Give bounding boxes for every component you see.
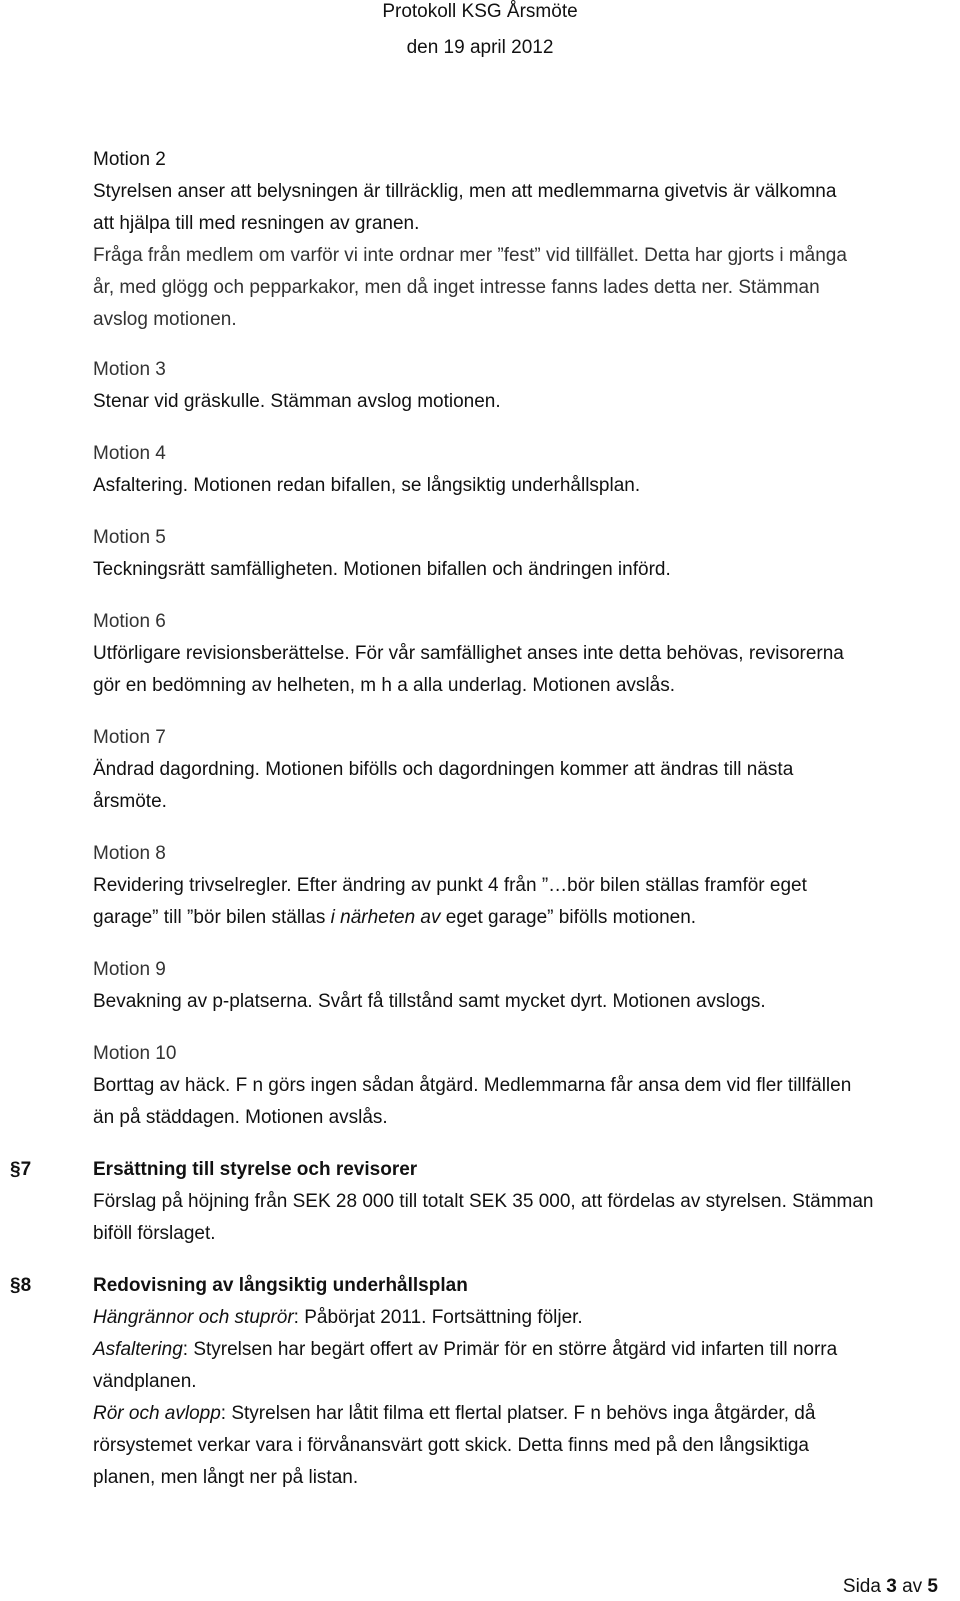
plan-item-continuation: rörsystemet verkar vara i förvånansvärt gott skick. Detta finns med på den långsiktiga bbox=[93, 1435, 809, 1456]
document-date: den 19 april 2012 bbox=[406, 37, 554, 58]
page-number bbox=[843, 1576, 938, 1598]
motion-text-line: Ändrad dagordning. Motionen bifölls och dagordningen kommer att ändras till nästa bbox=[93, 759, 794, 780]
motion-text-line: avslog motionen. bbox=[93, 309, 237, 330]
page-separator: av bbox=[896, 1576, 928, 1597]
motion-title: Motion 6 bbox=[93, 611, 166, 632]
document-title: Protokoll KSG Årsmöte bbox=[382, 1, 578, 22]
plan-item-text: : Styrelsen har låtit filma ett flertal platser. F n behövs inga åtgärder, då bbox=[220, 1403, 816, 1424]
plan-item-continuation: planen, men långt ner på listan. bbox=[93, 1467, 359, 1488]
section-number: §8 bbox=[10, 1275, 32, 1296]
motion-text-segment: garage” till ”bör bilen ställas bbox=[93, 907, 331, 928]
plan-item-text: : Påbörjat 2011. Fortsättning följer. bbox=[293, 1307, 583, 1328]
motion-title: Motion 5 bbox=[93, 527, 166, 548]
motion-text-line: år, med glögg och pepparkakor, men då inget intresse fanns lades detta ner. Stämman bbox=[93, 277, 820, 298]
motion-text-line: Stenar vid gräskulle. Stämman avslog motionen. bbox=[93, 391, 501, 412]
motion-text-line: Borttag av häck. F n görs ingen sådan åtgärd. Medlemmarna får ansa dem vid fler tillfällen bbox=[93, 1075, 852, 1096]
motion-title: Motion 8 bbox=[93, 843, 166, 864]
motion-text-line: Revidering trivselregler. Efter ändring av punkt 4 från ”…bör bilen ställas framför eget bbox=[93, 875, 807, 896]
section-text-line: Förslag på höjning från SEK 28 000 till totalt SEK 35 000, att fördelas av styrelsen. Stämman bbox=[93, 1191, 874, 1212]
page-prefix: Sida bbox=[842, 1576, 887, 1597]
motion-title: Motion 2 bbox=[93, 149, 166, 170]
motion-text-italic: i närheten av bbox=[330, 907, 441, 928]
motion-text-line: årsmöte. bbox=[93, 791, 167, 812]
motion-title: Motion 4 bbox=[93, 443, 166, 464]
plan-item-label: Asfaltering bbox=[93, 1339, 183, 1360]
motion-text-segment: eget garage” bifölls motionen. bbox=[440, 907, 697, 928]
current-page: 3 bbox=[886, 1576, 897, 1597]
plan-item bbox=[93, 1302, 583, 1334]
section-title: Redovisning av långsiktig underhållsplan bbox=[93, 1275, 468, 1296]
plan-item bbox=[93, 1334, 837, 1366]
motion-text-line: än på städdagen. Motionen avslås. bbox=[93, 1107, 388, 1128]
plan-item-label: Hängrännor och stuprör bbox=[93, 1307, 294, 1328]
motion-text-line: Fråga från medlem om varför vi inte ordnar mer ”fest” vid tillfället. Detta har gjorts i många bbox=[93, 245, 847, 266]
plan-item-text: : Styrelsen har begärt offert av Primär för en större åtgärd vid infarten till norra bbox=[182, 1339, 838, 1360]
total-pages: 5 bbox=[927, 1576, 938, 1597]
motion-text-line: Teckningsrätt samfälligheten. Motionen bifallen och ändringen införd. bbox=[93, 559, 671, 580]
section-number: §7 bbox=[10, 1159, 32, 1180]
motion-title: Motion 3 bbox=[93, 359, 166, 380]
motion-text-line bbox=[93, 902, 696, 934]
plan-item-continuation: vändplanen. bbox=[93, 1371, 197, 1392]
plan-item bbox=[93, 1398, 815, 1430]
section-text-line: biföll förslaget. bbox=[93, 1223, 216, 1244]
motion-text-line: gör en bedömning av helheten, m h a alla underlag. Motionen avslås. bbox=[93, 675, 675, 696]
motion-title: Motion 7 bbox=[93, 727, 166, 748]
section-title: Ersättning till styrelse och revisorer bbox=[93, 1159, 418, 1180]
motion-title: Motion 9 bbox=[93, 959, 166, 980]
motion-text-line: Utförligare revisionsberättelse. För vår samfällighet anses inte detta behövas, revisorerna bbox=[93, 643, 844, 664]
motion-text-line: Bevakning av p-platserna. Svårt få tillstånd samt mycket dyrt. Motionen avslogs. bbox=[93, 991, 766, 1012]
motion-text-line: Asfaltering. Motionen redan bifallen, se långsiktig underhållsplan. bbox=[93, 475, 641, 496]
motion-text-line: Styrelsen anser att belysningen är tillräcklig, men att medlemmarna givetvis är välkomna bbox=[93, 181, 837, 202]
motion-text-line: att hjälpa till med resningen av granen. bbox=[93, 213, 420, 234]
motion-title: Motion 10 bbox=[93, 1043, 177, 1064]
plan-item-label: Rör och avlopp bbox=[93, 1403, 221, 1424]
